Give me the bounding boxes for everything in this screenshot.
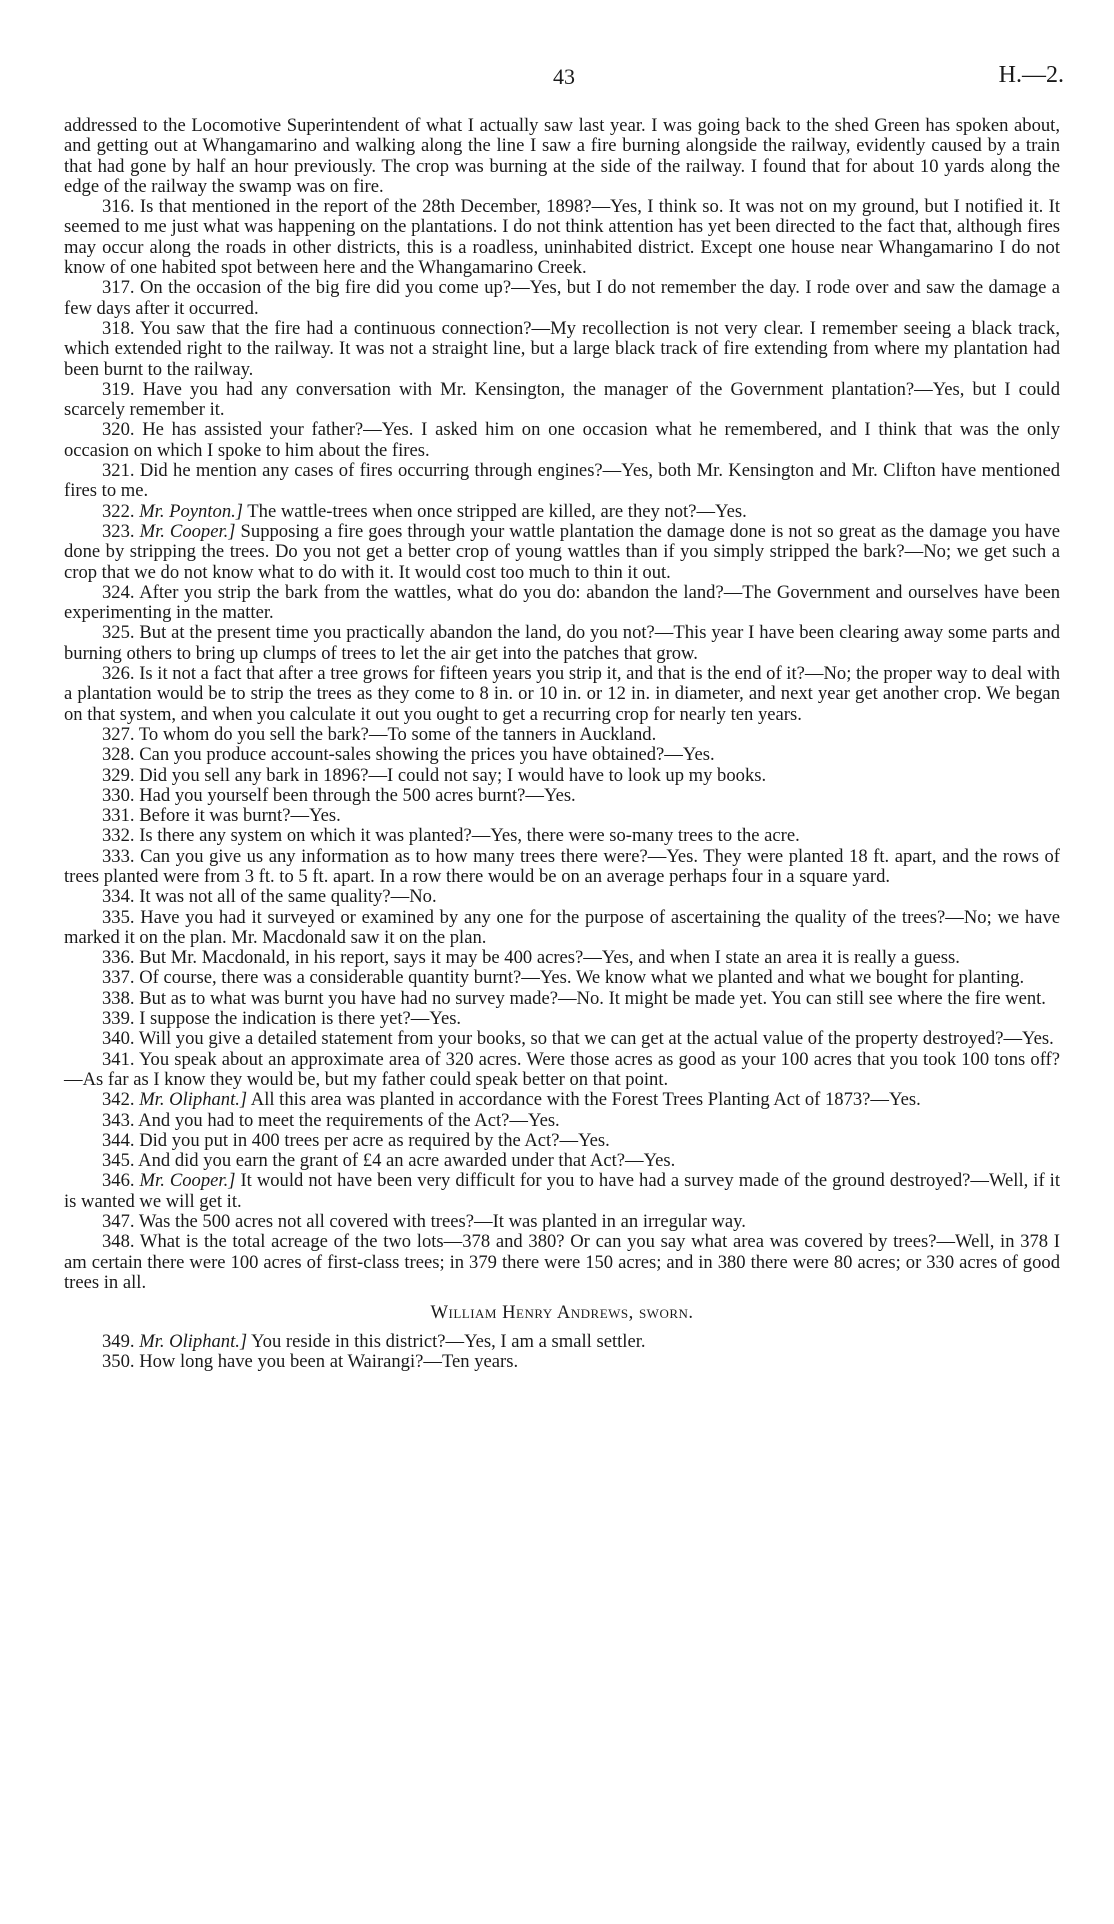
paragraph — [64, 847, 1060, 888]
speaker-name: Mr. Oliphant.] — [139, 1089, 248, 1111]
paragraph-text: 348. What is the total acreage of the two lots—378 and 380? Or can you say what area was covered by trees?—Well, in 378 I am certain there were 100 acres of first-class trees; in 379 there were 150 acres; and in 380 there were 80 acres; or 330 acres of good trees in all. — [64, 1231, 1060, 1293]
paragraph-text: 332. Is there any system on which it was planted?—Yes, there were so-many trees to the acre. — [102, 825, 800, 847]
question-number: 342. — [102, 1089, 140, 1111]
paragraph — [64, 1352, 1060, 1372]
paragraph-text: 333. Can you give us any information as to how many trees there were?—Yes. They were planted 18 ft. apart, and the rows of trees planted were from 3 ft. to 5 ft. apart. In a row there would be on an average perhaps four in a square yard. — [64, 845, 1060, 887]
paragraph-text: 331. Before it was burnt?—Yes. — [102, 805, 341, 827]
paragraph — [64, 380, 1060, 421]
question-number: 349. — [102, 1330, 140, 1352]
paragraph — [64, 968, 1060, 988]
paragraph-text: 317. On the occasion of the big fire did you come up?—Yes, but I do not remember the day. I rode over and saw the damage a few days after it occurred. — [64, 277, 1060, 319]
paragraph — [64, 502, 1060, 522]
paragraph — [64, 1151, 1060, 1171]
paragraph — [64, 1171, 1060, 1212]
paragraph — [64, 806, 1060, 826]
speaker-name: Mr. Cooper.] — [139, 520, 236, 542]
paragraph-text: 344. Did you put in 400 trees per acre as required by the Act?—Yes. — [102, 1129, 610, 1151]
paragraph-text: 328. Can you produce account-sales showing the prices you have obtained?—Yes. — [102, 744, 715, 766]
paragraph-text: 347. Was the 500 acres not all covered with trees?—It was planted in an irregular way. — [102, 1211, 746, 1233]
question-number: 322. — [102, 500, 140, 522]
paragraph — [64, 826, 1060, 846]
testimony-paragraphs — [64, 116, 1060, 1293]
witness-heading: William Henry Andrews, sworn. — [430, 1302, 694, 1324]
paragraph-text: 341. You speak about an approximate area of 320 acres. Were those acres as good as your 100 acres that you took 100 tons off?—As far as I know they would be, but my father could speak better on that point. — [64, 1048, 1060, 1090]
paragraph-text: 319. Have you had any conversation with Mr. Kensington, the manager of the Government plantation?—Yes, but I could scarcely remember it. — [64, 378, 1060, 421]
paragraph-text: 325. But at the present time you practically abandon the land, do you not?—This year I have been clearing away some parts and burning others to bring up clumps of trees to let the air get into the patches that grow. — [64, 622, 1060, 664]
paragraph — [64, 725, 1060, 745]
paragraph-text: Supposing a fire goes through your wattle plantation the damage done is not so great as the damage you have done by stripping the trees. Do you not get a better crop of young wattles than if you simply stripped the bark?—No; we get such a crop that we do not know what to do with it. It would cost too much to thin it out. — [64, 520, 1060, 583]
paragraph — [64, 583, 1060, 624]
paragraph-text: 340. Will you give a detailed statement from your books, so that we can get at the actual value of the property destroyed?—Yes. — [102, 1028, 1054, 1050]
paragraph — [64, 278, 1060, 319]
paragraph — [64, 1232, 1060, 1293]
paragraph — [64, 766, 1060, 786]
paragraph-text: 320. He has assisted your father?—Yes. I asked him on one occasion what he remembered, and I think that was the only occasion on which I spoke to him about the fires. — [64, 419, 1060, 461]
paragraph — [64, 1332, 1060, 1352]
document-body — [64, 116, 1060, 1372]
paragraph — [64, 1009, 1060, 1029]
paragraph — [64, 887, 1060, 907]
paragraph — [64, 1029, 1060, 1049]
paragraph-text: addressed to the Locomotive Superintendent of what I actually saw last year. I was going back to the shed Green has spoken about, and getting out at Whangamarino and walking along the line I saw a fire burning alongside the railway, evidently caused by a train that had gone by half an hour previously. The crop was burning at the side of the railway. I found that for about 10 yards along the edge of the railway the swamp was on fire. — [64, 115, 1060, 197]
paragraph — [64, 319, 1060, 380]
paragraph-text: 337. Of course, there was a considerable quantity burnt?—Yes. We know what we planted and what we bought for planting. — [102, 967, 1025, 989]
paragraph-text: All this area was planted in accordance with the Forest Trees Planting Act of 1873?—Yes. — [247, 1089, 921, 1111]
paragraph-text: 326. Is it not a fact that after a tree grows for fifteen years you strip it, and that is the end of it?—No; the proper way to deal with a plantation would be to strip the trees as they come to 8 in. or 10 in. or 12 in. in diameter, and next year get another crop. We began on that system, and when you calculate it out you ought to get a recurring crop for nearly ten years. — [64, 663, 1060, 725]
paragraph — [64, 989, 1060, 1009]
paragraph — [64, 623, 1060, 664]
testimony-paragraphs-after — [64, 1332, 1060, 1373]
question-number: 346. — [102, 1170, 140, 1192]
paragraph — [64, 522, 1060, 583]
paragraph — [64, 1050, 1060, 1091]
speaker-name: Mr. Oliphant.] — [139, 1330, 248, 1352]
paragraph-text: It would not have been very difficult for you to have had a survey made of the ground destroyed?—Well, if it is wanted we will get it. — [64, 1170, 1060, 1212]
paragraph-text: 336. But Mr. Macdonald, in his report, says it may be 400 acres?—Yes, and when I state an area it is really a guess. — [102, 947, 960, 969]
paragraph-text: 329. Did you sell any bark in 1896?—I could not say; I would have to look up my books. — [102, 764, 767, 786]
question-number: 323. — [102, 520, 140, 542]
paragraph — [64, 461, 1060, 502]
paragraph-text: 345. And did you earn the grant of £4 an acre awarded under that Act?—Yes. — [102, 1150, 676, 1172]
paragraph — [64, 664, 1060, 725]
page-header — [64, 60, 1064, 94]
paragraph — [64, 1131, 1060, 1151]
speaker-name: Mr. Poynton.] — [139, 500, 243, 522]
paragraph-text: 321. Did he mention any cases of fires occurring through engines?—Yes, both Mr. Kensington and Mr. Clifton have mentioned fires to me. — [64, 460, 1060, 502]
paragraph-text: The wattle-trees when once stripped are killed, are they not?—Yes. — [243, 500, 747, 522]
paragraph-text: 335. Have you had it surveyed or examined by any one for the purpose of ascertaining the quality of the trees?—No; we have marked it on the plan. Mr. Macdonald saw it on the plan. — [64, 906, 1060, 948]
paragraph-text: 316. Is that mentioned in the report of the 28th December, 1898?—Yes, I think so. It was not on my ground, but I notified it. It seemed to me just what was happening on the plantations. I do not think attention has yet been directed to the fact that, although fires may occur along the roads in other districts, this is a roadless, uninhabited district. Except one house near Whangamarino I do not know of one habited spot between here and the Whangamarino Creek. — [64, 196, 1060, 279]
paragraph — [64, 420, 1060, 461]
paragraph-text: 334. It was not all of the same quality?—No. — [102, 886, 437, 908]
paragraph — [64, 745, 1060, 765]
document-reference: H.—2. — [998, 62, 1064, 88]
paragraph-text: You reside in this district?—Yes, I am a small settler. — [247, 1330, 646, 1352]
page-number: 43 — [553, 64, 575, 89]
paragraph — [64, 1090, 1060, 1110]
paragraph — [64, 197, 1060, 278]
paragraph — [64, 786, 1060, 806]
paragraph-text: 318. You saw that the fire had a continuous connection?—My recollection is not very clear. I remember seeing a black track, which extended right to the railway. It was not a straight line, but a large black track of fire extending from where my plantation had been burnt to the railway. — [64, 317, 1060, 380]
paragraph-text: 330. Had you yourself been through the 500 acres burnt?—Yes. — [102, 784, 576, 806]
paragraph-text: 324. After you strip the bark from the wattles, what do you do: abandon the land?—The Government and ourselves have been experimenting in the matter. — [64, 581, 1060, 624]
paragraph-text: 339. I suppose the indication is there yet?—Yes. — [102, 1008, 462, 1030]
paragraph-text: 343. And you had to meet the requirements of the Act?—Yes. — [102, 1109, 560, 1131]
paragraph — [64, 908, 1060, 949]
paragraph — [64, 1212, 1060, 1232]
paragraph — [64, 116, 1060, 197]
speaker-name: Mr. Cooper.] — [139, 1170, 236, 1192]
paragraph — [64, 948, 1060, 968]
paragraph-text: 338. But as to what was burnt you have had no survey made?—No. It might be made yet. You can still see where the fire went. — [102, 987, 1046, 1009]
paragraph — [64, 1111, 1060, 1131]
paragraph-text: 327. To whom do you sell the bark?—To some of the tanners in Auckland. — [102, 723, 657, 745]
paragraph-text: 350. How long have you been at Wairangi?—Ten years. — [102, 1350, 519, 1372]
